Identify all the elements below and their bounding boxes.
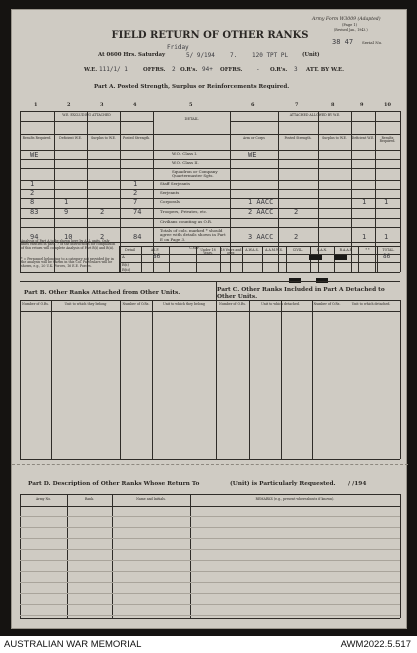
row-value-c10: 1 (384, 198, 389, 206)
part-b-col-header: Number of O.Rs. (22, 302, 49, 306)
footer-right: AWM2022.5.517 (340, 639, 411, 650)
analysis-col-header: R.A.N. (316, 248, 328, 252)
part-a-title: Part A. Posted Strength, Surplus or Reinforcements Required. (94, 84, 290, 90)
detail-header: DETAIL (184, 117, 199, 121)
analysis-row-label: B(i) (122, 262, 129, 267)
analysis-col-header: * * (365, 248, 370, 252)
grid-line (281, 300, 282, 459)
column-number: 5 (189, 102, 193, 108)
row-value-c2: 1 (64, 198, 69, 206)
grid-line (119, 272, 400, 273)
part-c-title: Part C. Other Ranks Included in Part A Detached to Other Units. (217, 287, 385, 301)
part-d-col-header: Rank. (84, 497, 95, 501)
grid-line (20, 494, 400, 495)
archive-footer (0, 636, 417, 653)
grid-line (67, 494, 68, 618)
grid-line (20, 208, 400, 209)
part-c-col-header: Number of O.Rs. (219, 302, 246, 306)
year-typed: 7. (230, 52, 238, 59)
row-value-c1: WE (30, 151, 39, 159)
row-rule (20, 560, 400, 561)
grid-line (119, 262, 400, 263)
right-col-header: Results Required. (379, 136, 396, 144)
column-number: 7 (295, 102, 299, 108)
redaction-block (309, 255, 322, 260)
part-d-col-header: Army No. (35, 497, 52, 501)
analysis-col-header: A.I.F. (150, 248, 160, 252)
row-rule (20, 527, 400, 528)
row-rule (20, 516, 400, 517)
part-b-col-header: Unit to which they belong (163, 302, 205, 306)
we-excl-header: W.E. EXCLUDING ATTACHED (62, 113, 111, 117)
grid-line (20, 150, 400, 151)
offrs2-label: OFFRS. (220, 67, 243, 73)
row-rule (20, 538, 400, 539)
row-value-c1: 2 (30, 189, 35, 197)
detail-row-label: Troopers, Privates, etc. (160, 209, 208, 214)
form-ref-line1: Army Form W3009 (Adapted) (312, 17, 381, 22)
right-col-header: Arm or Corps (243, 136, 265, 140)
row-value-c4: 84 (133, 233, 142, 241)
row-rule (20, 571, 400, 572)
column-number: 8 (331, 102, 335, 108)
row-value-c7: 2 (294, 208, 299, 216)
day-typed: Friday (167, 44, 189, 51)
form-title: FIELD RETURN OF OTHER RANKS (111, 30, 309, 41)
detail-row-label: Staff Serjeants (160, 181, 191, 186)
field-return-form (11, 9, 407, 629)
analysis-col-header: Detail (125, 248, 135, 252)
part-d-col-header: Name and Initials. (136, 497, 166, 501)
serial-number: 38 47 (332, 38, 354, 46)
offrs-value: 2 (172, 66, 176, 73)
grid-line (20, 311, 400, 312)
row-value-c3: 2 (100, 233, 105, 241)
offrs2-value: - (256, 66, 260, 73)
analysis-note-b: * = Personnel belonging to a category not provided for in the analysis will be shown in this Col. Particulars will be shown, e.g., 20 U.K. Forces, 16 E.E. Forces. (21, 257, 114, 268)
left-col-header: Surplus to W.E. (91, 136, 116, 140)
att-label: ATT. BY W.E. (306, 67, 345, 73)
row-value-c1: 94 (30, 233, 39, 241)
detail-row-label: Totals of cols. marked * should agree with details shown in Part E on Page 3. (160, 228, 226, 242)
row-value-c10: 1 (384, 233, 389, 241)
part-b-col-header: Number of O.Rs. (122, 302, 150, 306)
grid-line (20, 180, 400, 181)
row-rule (20, 615, 400, 616)
analysis-total-value: 86 (383, 253, 391, 260)
tear-line (12, 464, 408, 465)
redaction-block (334, 255, 347, 260)
ors2-value: 3 (294, 66, 298, 73)
column-number: 6 (251, 102, 255, 108)
column-number: 4 (133, 102, 137, 108)
footer-left: AUSTRALIAN WAR MEMORIAL (4, 639, 142, 650)
part-d-unit: (Unit) is Particularly Requested. (230, 481, 336, 487)
cmf-header: C.M.F. (189, 246, 200, 250)
grid-line (20, 300, 400, 301)
column-number: 9 (360, 102, 364, 108)
part-c-col-header: Unit to which detached. (351, 302, 391, 306)
row-value-c4: 7 (133, 198, 138, 206)
right-col-header: Deficient W.E. (351, 136, 375, 140)
analysis-note-a: Analysis of Part A to be shown here by ALL units. Only units entitled in para. 7 of the instructions for compilation of this return will complete Analysis of Part B(i) and B(ii). (21, 239, 116, 250)
row-value-c4: 74 (133, 208, 142, 216)
left-col-header: Deficient W.E. (59, 136, 82, 140)
grid-line (216, 281, 217, 459)
unit-label: (Unit) (302, 52, 320, 58)
row-value-c1: 8 (30, 198, 35, 206)
part-d-col-header: REMARKS (e.g., present whereabouts if known). (255, 497, 335, 501)
detail-row-label: Civilians counting as O.R. (160, 219, 213, 224)
grid-line (400, 246, 401, 272)
part-d-date: / /194 (348, 481, 367, 487)
row-rule (20, 604, 400, 605)
detail-row-label: Corporals (160, 199, 180, 204)
analysis-col-header: CIVIL. (292, 248, 304, 252)
grid-line (20, 494, 21, 618)
ors-label: O.R's. (180, 67, 198, 73)
row-value-c6: 1 AACC (248, 198, 274, 206)
row-value-c2: 9 (64, 208, 69, 216)
row-value-c6: 2 AACC (248, 208, 274, 216)
grid-line (312, 300, 313, 459)
column-number: 1 (34, 102, 38, 108)
row-value-c6: 3 AACC (248, 233, 274, 241)
grid-line (20, 189, 400, 190)
row-rule (20, 593, 400, 594)
row-value-c4: 1 (133, 180, 138, 188)
row-value-c1: 1 (30, 180, 35, 188)
part-b-title: Part B. Other Ranks Attached from Other Units. (24, 290, 181, 296)
analysis-col-header: A.W.A.S. (245, 248, 259, 252)
row-value-c4: 2 (133, 189, 138, 197)
part-b-col-header: Unit to which they belong (64, 302, 107, 306)
grid-line (375, 111, 376, 272)
analysis-row-label: B(ii) (122, 267, 131, 272)
grid-line (20, 159, 400, 160)
column-number: 3 (100, 102, 104, 108)
form-ref-line2: (Page 1) (342, 23, 358, 27)
grid-line (119, 254, 400, 255)
grid-line (51, 300, 52, 459)
grid-line (190, 494, 191, 618)
we-label: W.E. (84, 67, 98, 73)
row-rule (20, 582, 400, 583)
grid-line (20, 618, 400, 619)
row-value-c9: 1 (362, 233, 367, 241)
grid-line (20, 506, 400, 507)
analysis-col-header: R.A.A.F. (339, 248, 353, 252)
column-number: 10 (384, 102, 391, 108)
attached-header: ATTACHED ALLOWED BY W.E. (289, 113, 341, 117)
grid-line (400, 300, 401, 459)
row-value-c2: 10 (64, 233, 73, 241)
row-rule (20, 549, 400, 550)
grid-line (120, 300, 121, 459)
analysis-aif-value: 86 (153, 253, 161, 260)
row-value-c3: 2 (100, 208, 105, 216)
date-typed: 5/ 9/194 (186, 52, 215, 59)
right-col-header: Surplus to W.E. (322, 136, 347, 140)
grid-line (20, 300, 21, 459)
row-value-c9: 1 (362, 198, 367, 206)
form-ref-line3: (Revised Jan., 1943.) (334, 28, 368, 32)
grid-line (119, 246, 400, 247)
serial-label: Serial No. (362, 40, 383, 45)
right-col-header: Posted Strength. (284, 136, 312, 140)
unit-typed: 120 TPT PL (252, 52, 289, 59)
part-d-title: Part D. Description of Other Ranks Whose Return To (28, 481, 200, 487)
analysis-row-label: A (122, 254, 125, 259)
detail-row-label: Squadron or Company Quartermaster Sgts. (172, 169, 218, 179)
part-c-col-header: Unit to which detached. (261, 302, 300, 306)
detail-row-label: W.O. Class II. (172, 160, 199, 165)
grid-line (249, 300, 250, 459)
grid-line (20, 198, 400, 199)
left-col-header: Results Required. (22, 136, 52, 140)
ors-value: 94+ (202, 66, 213, 73)
left-col-header: Posted Strength. (122, 136, 151, 140)
part-c-col-header: Number of O.Rs. (313, 302, 341, 306)
ors2-label: O.R's. (270, 67, 288, 73)
grid-line (120, 111, 121, 272)
detail-row-label: W.O. Class I. (172, 151, 198, 156)
grid-line (20, 459, 400, 460)
analysis-col-header: A.A.M.W.S. (265, 248, 283, 252)
grid-line (152, 300, 153, 459)
analysis-col-header: Under 18 Years. (200, 248, 216, 256)
at-hours-label: At 0600 Hrs. Saturday (98, 52, 166, 58)
analysis-col-header: 18 Years and over. (220, 248, 242, 256)
detail-row-label: Serjeants (160, 190, 180, 195)
column-number: 2 (67, 102, 71, 108)
grid-line (400, 494, 401, 618)
row-value-c1: 83 (30, 208, 39, 216)
grid-line (112, 494, 113, 618)
row-value-c7: 2 (294, 233, 299, 241)
we-value: 111/1/ 1 (99, 66, 128, 73)
row-value-c6: WE (248, 151, 257, 159)
offrs-label: OFFRS. (143, 67, 166, 73)
analysis-col-header: TOTAL. (382, 248, 395, 252)
